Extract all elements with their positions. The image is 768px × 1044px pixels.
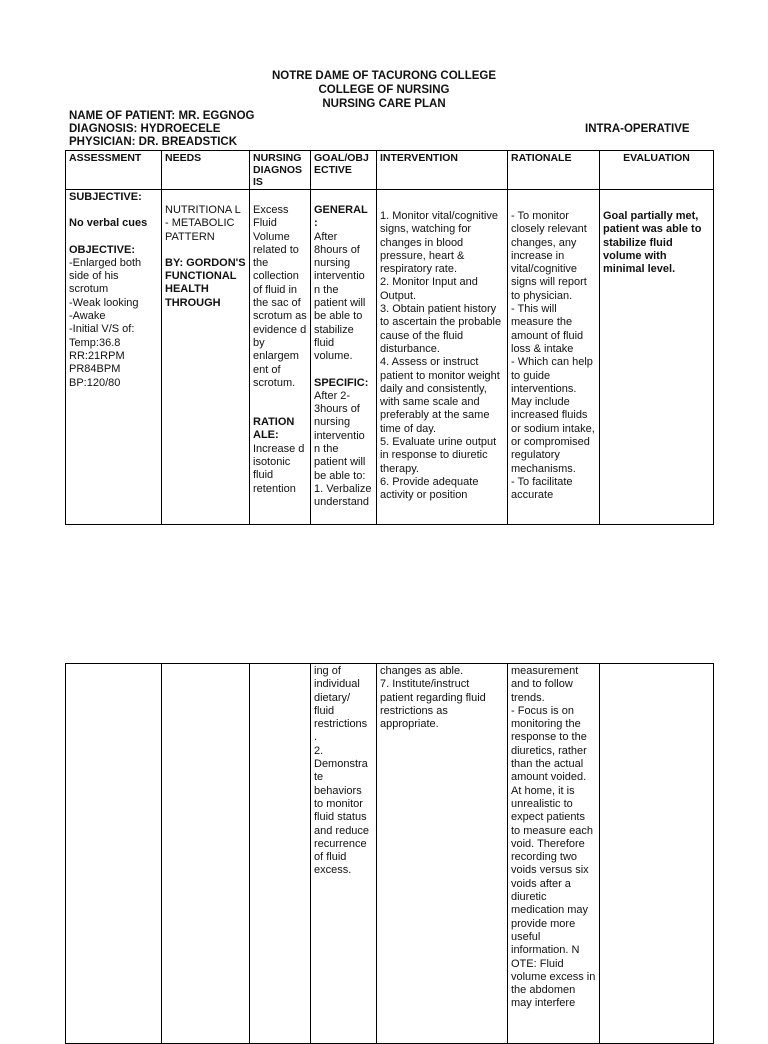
goal-general-label: GENERAL : [314,204,368,230]
care-plan-table-page1 [65,150,714,525]
goal-continued-item: 2. Demonstra te behaviors to monitor fluid status and reduce recurrence of fluid excess. [314,744,370,877]
diagnosis-rationale-label: RATION ALE: [253,416,295,442]
college-department: COLLEGE OF NURSING [318,84,450,96]
objective-item: -Enlarged both side of his scrotum [69,256,142,296]
goal-general-text: After 8hours of nursing interventio n the patient will be able to stabilize fluid volume. [314,230,366,363]
needs-cell [162,190,250,525]
intervention-continued-item: changes as able. [380,665,464,677]
diagnosis-rationale-text: Increase d isotonic fluid retention [253,442,305,495]
objective-item: BP:120/80 [69,376,121,389]
goal-continued-item: ing of individual dietary/ fluid restrictions . [314,665,368,744]
objective-item: -Weak looking [69,296,139,309]
table-row [66,190,714,525]
rationale-item: - This will measure the amount of fluid loss & intake [511,303,584,355]
document-title: NURSING CARE PLAN [322,98,446,110]
intervention-item: 5. Evaluate urine output in response to diuretic therapy. [380,436,497,475]
evaluation-text: Goal partially met, patient was able to stabilize fluid volume with minimal level. [603,210,702,276]
rationale-item: - Which can help to guide interventions. May include increased fluids or sodium intake, or compromised regulatory mechanisms. [511,356,595,475]
intervention-item: 4. Assess or instruct patient to monitor weight daily and consistently, with same scale and preferably at the same time of day. [380,356,500,435]
col-goal: GOAL/OBJ ECTIVE [311,151,377,190]
care-plan-table-page2 [65,663,714,1044]
evaluation-cell [600,190,714,525]
diagnosis-text: Excess Fluid Volume related to the collection of fluid in the sac of scrotum as evidence d by enlargem ent of scrotum. [253,204,307,389]
patient-name: NAME OF PATIENT: MR. EGGNOG [69,110,255,122]
intervention-item: 3. Obtain patient history to ascertain the probable cause of the fluid disturbance. [380,303,502,355]
intervention-cell [377,190,508,525]
goal-cell [311,664,377,1044]
goal-specific-label: SPECIFIC: [314,376,369,389]
evaluation-cell [600,664,714,1044]
rationale-item: - To facilitate accurate [511,475,573,502]
objective-item: -Awake [69,310,106,323]
nursing-diagnosis-cell [250,664,311,1044]
intervention-item: 6. Provide adequate activity or position [380,475,479,502]
goal-cell [311,190,377,525]
assessment-cell [66,190,162,525]
operative-phase: INTRA-OPERATIVE [585,123,690,135]
needs-by: BY: GORDON'S FUNCTIONAL HEALTH THROUGH [165,256,246,309]
intervention-cell [377,664,508,1044]
rationale-continued-item: - Focus is on monitoring the response to the diuretics, rather than the actual amount voided. At home, it is unrealistic to expect patients to measure each void. Therefore recording two voids versus six voids after a diuretic medication may provide more useful information. N OTE: Fluid volume excess in the abdomen may interfere [511,704,596,1010]
col-assessment: ASSESSMENT [66,151,162,190]
col-intervention: INTERVENTION [377,151,508,190]
assessment-cell [66,664,162,1044]
subjective-text: No verbal cues [69,217,148,230]
col-rationale: RATIONALE [508,151,600,190]
objective-item: Temp:36.8 [69,336,121,349]
patient-physician: PHYSICIAN: DR. BREADSTICK [69,136,238,148]
table-row [66,664,714,1044]
nursing-diagnosis-cell [250,190,311,525]
rationale-cell [508,190,600,525]
table-header-row [66,151,714,190]
rationale-item: - To monitor closely relevant changes, any increase in vital/cognitive signs will report to physician. [511,210,587,302]
rationale-continued-item: measurement and to follow trends. [511,665,579,704]
needs-cell [162,664,250,1044]
needs-pattern: NUTRITIONA L - METABOLIC PATTERN [165,204,241,243]
college-name: NOTRE DAME OF TACURONG COLLEGE [271,70,497,82]
objective-item: PR84BPM [69,363,121,376]
intervention-continued-item: 7. Institute/instruct patient regarding fluid restrictions as appropriate. [380,678,486,731]
goal-specific-text: After 2-3hours of nursing interventio n the patient will be able to: 1. Verbalize understand [314,389,372,509]
rationale-cell [508,664,600,1044]
col-needs: NEEDS [162,151,250,190]
col-nursing-diagnosis: NURSING DIAGNOS IS [250,151,311,190]
objective-item: RR:21RPM [69,349,125,362]
objective-item: -Initial V/S of: [69,323,135,336]
intervention-item: 1. Monitor vital/cognitive signs, watching for changes in blood pressure, heart & respiratory rate. [380,210,498,276]
patient-diagnosis: DIAGNOSIS: HYDROECELE [69,123,221,135]
subjective-label: SUBJECTIVE: [69,191,142,203]
objective-label: OBJECTIVE: [69,243,136,256]
intervention-item: 2. Monitor Input and Output. [380,276,478,302]
col-evaluation: EVALUATION [600,151,714,190]
